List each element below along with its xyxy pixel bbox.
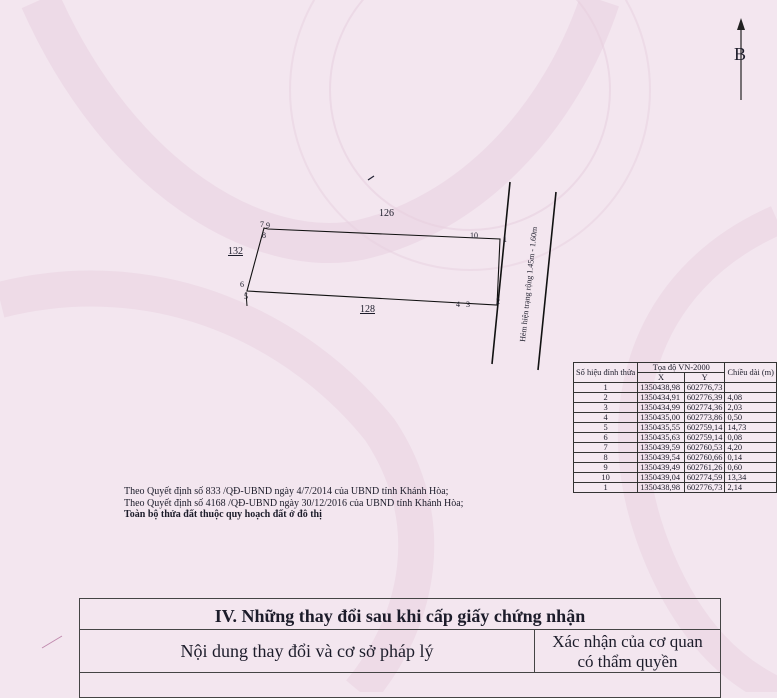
- length-cell: 14,73: [725, 423, 777, 433]
- legal-notes: [124, 486, 463, 521]
- vertex-label: 8: [262, 231, 266, 240]
- y-cell: 602776,39: [684, 393, 725, 403]
- x-cell: 1350434,99: [638, 403, 685, 413]
- point-id-cell: 10: [574, 473, 638, 483]
- point-id-cell: 9: [574, 463, 638, 473]
- coordinate-row: [574, 433, 777, 443]
- note-decision-1: Theo Quyết định số 833 /QĐ-UBND ngày 4/7/2014 của UBND tỉnh Khánh Hòa;: [124, 486, 449, 497]
- coordinate-row: [574, 403, 777, 413]
- coordinate-table: [573, 362, 777, 493]
- y-cell: 602759,14: [684, 433, 725, 443]
- length-cell: 0,08: [725, 433, 777, 443]
- coordinate-row: [574, 393, 777, 403]
- y-cell: 602774,36: [684, 403, 725, 413]
- point-id-cell: 6: [574, 433, 638, 443]
- vertex-label: 7: [260, 220, 264, 229]
- length-cell: 0,14: [725, 453, 777, 463]
- road-label: Hẻm hiện trạng rộng 1.45m - 1.60m: [518, 226, 540, 343]
- header-point: Số hiệu đỉnh thửa: [574, 363, 638, 383]
- x-cell: 1350434,91: [638, 393, 685, 403]
- x-cell: 1350438,98: [638, 383, 685, 393]
- y-cell: 602776,73: [684, 483, 725, 493]
- length-cell: [725, 383, 777, 393]
- changes-confirm-header: [535, 630, 720, 672]
- length-cell: 2,03: [725, 403, 777, 413]
- vertex-label: 4: [456, 300, 460, 309]
- x-cell: 1350438,98: [638, 483, 685, 493]
- length-cell: 13,34: [725, 473, 777, 483]
- point-id-cell: 4: [574, 413, 638, 423]
- note-decision-2: Theo Quyết định số 4168 /QĐ-UBND ngày 30/12/2016 của UBND tỉnh Khánh Hòa;: [124, 497, 464, 509]
- neighbor-left-label: 132: [228, 246, 243, 257]
- length-cell: 2,14: [725, 483, 777, 493]
- coordinate-row: [574, 473, 777, 483]
- x-cell: 1350439,54: [638, 453, 685, 463]
- coordinate-row: [574, 483, 777, 493]
- neighbor-bottom-label: 128: [360, 304, 375, 315]
- x-cell: 1350435,00: [638, 413, 685, 423]
- point-id-cell: 1: [574, 483, 638, 493]
- point-id-cell: 2: [574, 393, 638, 403]
- coordinate-row: [574, 443, 777, 453]
- y-cell: 602776,73: [684, 383, 725, 393]
- x-cell: 1350439,49: [638, 463, 685, 473]
- coordinate-row: [574, 463, 777, 473]
- header-y: Y: [684, 373, 725, 383]
- length-cell: 0,50: [725, 413, 777, 423]
- coordinate-row: [574, 383, 777, 393]
- header-system: Tọa độ VN-2000: [638, 363, 725, 373]
- north-label: B: [734, 44, 747, 64]
- y-cell: 602759,14: [684, 423, 725, 433]
- y-cell: 602761,26: [684, 463, 725, 473]
- y-cell: 602774,59: [684, 473, 725, 483]
- point-id-cell: 3: [574, 403, 638, 413]
- vertex-label: 3: [466, 300, 470, 309]
- point-id-cell: 7: [574, 443, 638, 453]
- vertex-label: 5: [244, 292, 248, 301]
- confirm-line-1: Xác nhận của cơ quan: [552, 632, 703, 651]
- vertex-label: 1: [503, 235, 507, 244]
- changes-section: [79, 598, 721, 698]
- changes-title: IV. Những thay đổi sau khi cấp giấy chứng nhận: [80, 599, 720, 630]
- coordinate-row: [574, 453, 777, 463]
- confirm-line-2: có thẩm quyền: [577, 652, 678, 671]
- road-edge-right: [538, 192, 556, 370]
- x-cell: 1350439,59: [638, 443, 685, 453]
- y-cell: 602760,53: [684, 443, 725, 453]
- neighbor-top-label: 126: [379, 208, 394, 219]
- vertex-label: 6: [240, 280, 244, 289]
- changes-content-header: Nội dung thay đổi và cơ sở pháp lý: [80, 630, 535, 672]
- note-planning: Toàn bộ thửa đất thuộc quy hoạch đất ở đô thị: [124, 509, 322, 520]
- changes-header-row: [80, 630, 720, 673]
- header-length: Chiều dài (m): [725, 363, 777, 383]
- y-cell: 602773,86: [684, 413, 725, 423]
- point-id-cell: 5: [574, 423, 638, 433]
- length-cell: 4,20: [725, 443, 777, 453]
- point-id-cell: 1: [574, 383, 638, 393]
- header-x: X: [638, 373, 685, 383]
- vertex-label: 10: [470, 231, 478, 240]
- coordinate-row: [574, 413, 777, 423]
- coordinate-row: [574, 423, 777, 433]
- length-cell: 0,60: [725, 463, 777, 473]
- length-cell: 4,08: [725, 393, 777, 403]
- x-cell: 1350439,04: [638, 473, 685, 483]
- x-cell: 1350435,63: [638, 433, 685, 443]
- y-cell: 602760,66: [684, 453, 725, 463]
- vertex-label: 9: [266, 221, 270, 230]
- road-edge-left: [492, 182, 510, 364]
- point-id-cell: 8: [574, 453, 638, 463]
- x-cell: 1350435,55: [638, 423, 685, 433]
- vertex-label: 2: [496, 297, 500, 306]
- parcel-boundary: [247, 228, 500, 305]
